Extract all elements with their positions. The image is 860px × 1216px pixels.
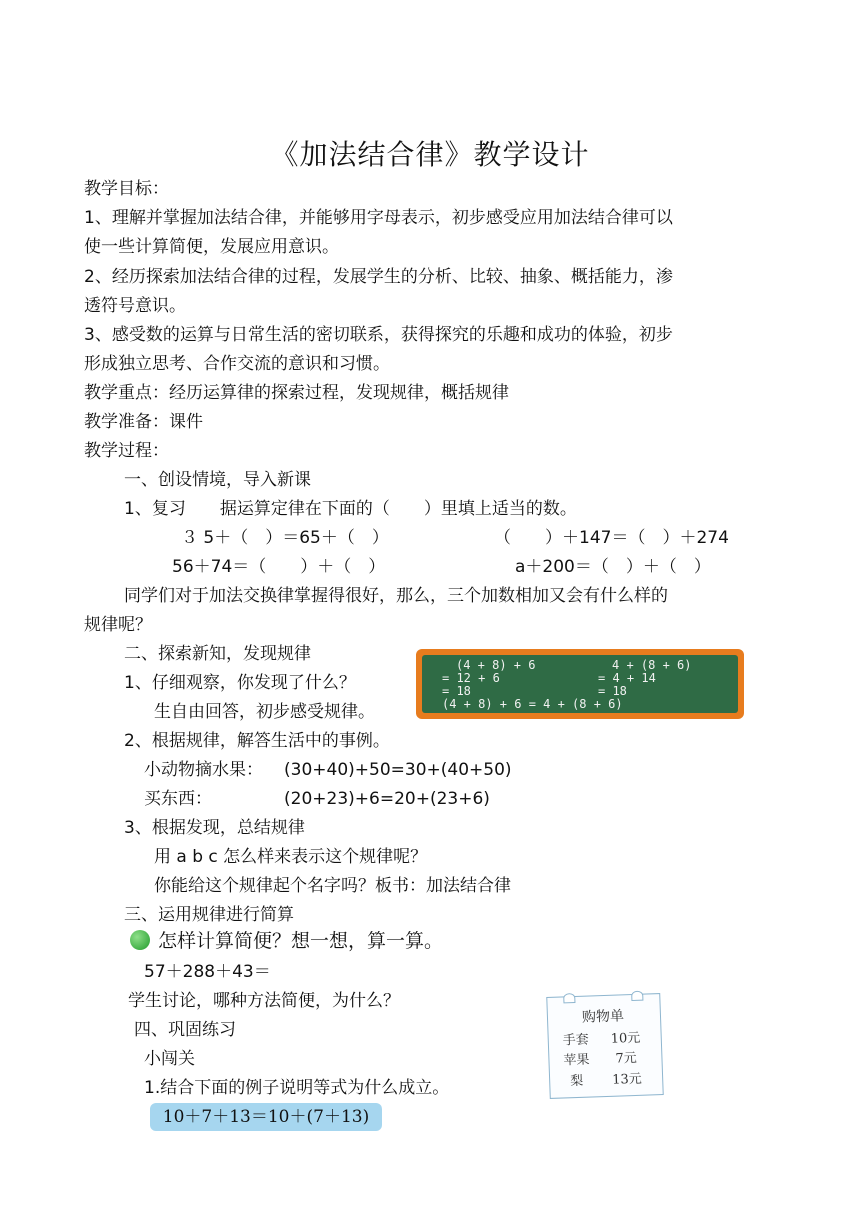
note-ring-icon: [631, 991, 643, 1001]
section-2-item-1-answer: 生自由回答，初步感受规律。: [154, 702, 375, 722]
exercise-1: 1.结合下面的例子说明等式为什么成立。: [144, 1078, 450, 1098]
transition-line-1: 同学们对于加法交换律掌握得很好，那么，三个加数相加又会有什么样的: [124, 586, 668, 606]
review-equation-4: a＋200＝（ ）＋（ ）: [515, 557, 711, 577]
calculation-equation: 57＋288＋43＝: [144, 962, 271, 982]
example-1-label: 小动物摘水果：: [144, 760, 263, 780]
exercise-1-equation: 10＋7＋13＝10＋(7＋13): [150, 1103, 382, 1131]
board-line-4: (4 + 8) + 6 = 4 + (8 + 6): [442, 697, 623, 711]
shopping-item-name: 苹果: [563, 1052, 590, 1069]
objective-3-line-2: 形成独立思考、合作交流的意识和习惯。: [84, 354, 390, 374]
board-line-2-left: = 12 + 6: [442, 671, 500, 685]
example-1-equation: (30+40)+50=30+(40+50): [284, 760, 512, 780]
blackboard-image: [416, 649, 744, 719]
board-line-3-left: = 18: [442, 684, 471, 698]
objective-2-line-1: 2、经历探索加法结合律的过程，发展学生的分析、比较、抽象、概括能力，渗: [84, 267, 673, 287]
discussion-prompt: 学生讨论，哪种方法简便，为什么？: [128, 991, 400, 1011]
objective-1-line-1: 1、理解并掌握加法结合律，并能够用字母表示，初步感受应用加法结合律可以: [84, 208, 673, 228]
page-title: 《加法结合律》教学设计: [270, 138, 590, 171]
shopping-item-name: 梨: [569, 1073, 584, 1090]
section-2-item-3-question-1: 用 a b c 怎么样来表示这个规律呢？: [154, 847, 428, 867]
review-equation-1: ３ 5＋（ ）＝65＋（ ）: [181, 528, 389, 548]
objective-1-line-2: 使一些计算简便，发展应用意识。: [84, 237, 339, 257]
board-line-2-right: = 4 + 14: [598, 671, 656, 685]
transition-line-2: 规律呢？: [84, 615, 152, 635]
shopping-item-price: 7元: [615, 1050, 637, 1067]
objective-2-line-2: 透符号意识。: [84, 296, 186, 316]
board-line-1-left: (4 + 8) + 6: [456, 658, 536, 672]
section-1-review: 1、复习 据运算定律在下面的（ ）里填上适当的数。: [124, 499, 577, 519]
shopping-item-price: 13元: [611, 1071, 642, 1088]
blackboard-surface: [422, 655, 738, 713]
level-label: 小闯关: [144, 1049, 195, 1069]
example-2-equation: (20+23)+6=20+(23+6): [284, 789, 490, 809]
shopping-item-price: 10元: [610, 1030, 641, 1047]
review-equation-2: （ ）＋147＝（ ）＋274: [494, 528, 729, 548]
section-2-item-2: 2、根据规律，解答生活中的事例。: [124, 731, 390, 751]
objectives-heading: 教学目标：: [84, 179, 169, 199]
shopping-item-name: 手套: [562, 1032, 590, 1049]
section-2-item-1: 1、仔细观察，你发现了什么？: [124, 673, 356, 693]
review-equation-3: 56＋74＝（ ）＋（ ）: [172, 557, 386, 577]
example-2-label: 买东西：: [144, 789, 212, 809]
shopping-list-title: 购物单: [581, 1008, 625, 1026]
textbook-prompt: 怎样计算简便？想一想，算一算。: [158, 930, 444, 952]
key-point: 教学重点：经历运算律的探索过程，发现规律，概括规律: [84, 383, 509, 403]
section-1-heading: 一、创设情境，导入新课: [124, 470, 311, 490]
board-line-1-right: 4 + (8 + 6): [612, 658, 692, 672]
process-heading: 教学过程：: [84, 441, 169, 461]
note-ring-icon: [563, 993, 575, 1003]
shopping-list-note: [546, 993, 663, 1099]
objective-3-line-1: 3、感受数的运算与日常生活的密切联系，获得探究的乐趣和成功的体验，初步: [84, 325, 673, 345]
section-2-item-3: 3、根据发现，总结规律: [124, 818, 305, 838]
preparation: 教学准备：课件: [84, 412, 203, 432]
section-3-heading: 三、运用规律进行简算: [124, 905, 294, 925]
board-line-3-right: = 18: [598, 684, 627, 698]
section-2-heading: 二、探索新知，发现规律: [124, 644, 311, 664]
section-2-item-3-question-2: 你能给这个规律起个名字吗？板书：加法结合律: [154, 876, 511, 896]
section-4-heading: 四、巩固练习: [134, 1020, 236, 1040]
green-dot-icon: [130, 930, 150, 950]
